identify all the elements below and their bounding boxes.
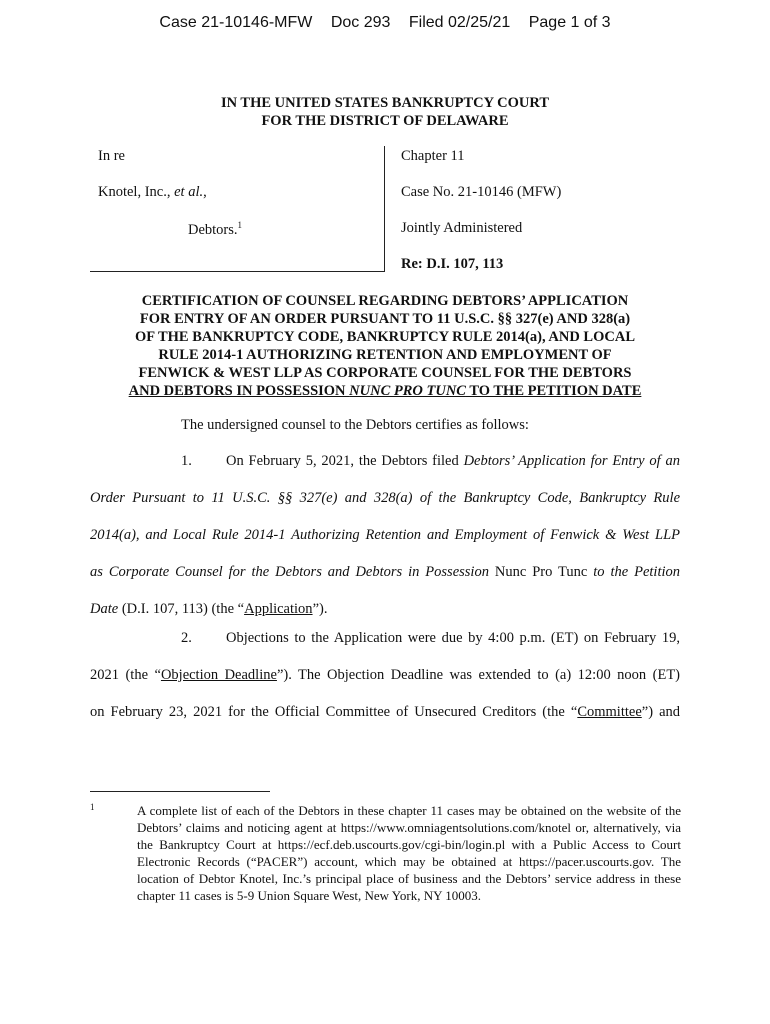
p2-line-1 (90, 620, 680, 657)
p1-line-2 (90, 480, 680, 517)
caption-chapter: Chapter 11 (401, 148, 465, 164)
title-last-italic: NUNC PRO TUNC (349, 383, 466, 399)
intro-paragraph (90, 407, 680, 444)
p1-l5a: Date (90, 601, 119, 617)
p1-l3: 2014(a), and Local Rule 2014-1 Authorizing Retention and Employment of Fenwick & West LLP (90, 527, 680, 543)
objection-deadline-term: Objection Deadline (160, 667, 277, 683)
p1-l4c: to the Petition (593, 564, 681, 580)
committee-term: Committee (577, 704, 642, 720)
title-line: FOR ENTRY OF AN ORDER PURSUANT TO 11 U.S.C. §§ 327(e) AND 328(a) (139, 311, 631, 327)
p1-line-4 (90, 554, 680, 591)
debtor-comma: , (203, 184, 207, 200)
p2-l2c: ”). The Objection Deadline was extended to (a) 12:00 noon (ET) (276, 667, 681, 683)
p1-number: 1. (181, 453, 192, 469)
application-defined-term: Application (244, 601, 313, 617)
debtors-label-text: Debtors. (188, 222, 238, 238)
p1-line-1 (90, 443, 680, 480)
caption-rule (90, 271, 385, 272)
title-line: CERTIFICATION OF COUNSEL REGARDING DEBTORS’ APPLICATION (141, 293, 629, 309)
court-name: IN THE UNITED STATES BANKRUPTCY COURT (220, 95, 550, 111)
caption-re-docket: Re: D.I. 107, 113 (401, 256, 504, 272)
p2-line-2 (90, 657, 680, 694)
paragraph-1 (90, 443, 680, 628)
filing-stamp (0, 14, 770, 32)
footnote-text: A complete list of each of the Debtors in these chapter 11 cases may be obtained on the website of the Debtors’ claims and noticing agent at https://www.omniagentsolutions.com/knotel or, alternatively, via the Bankruptcy Court at https://ecf.deb.uscourts.gov/cgi-bin/login.pl with a Public Access to Court Electronic Records (“PACER”) account, which may be obtained at https://pacer.uscourts.gov. The location of Debtor Knotel, Inc.’s principal place of business and the Debtors’ service address in these chapter 11 cases is 5-9 Union Square West, New York, NY 10003. (137, 803, 681, 903)
p2-line-3 (90, 694, 680, 731)
caption-divider (384, 146, 385, 271)
p2-l1: Objections to the Application were due by 4:00 p.m. (ET) on February 19, (226, 630, 680, 646)
filed-date-stamp: Filed 02/25/21 (408, 14, 511, 31)
p1-l4b: Nunc Pro Tunc (488, 564, 594, 580)
debtor-etal-text: et al. (174, 184, 204, 200)
paragraph-2 (90, 620, 680, 731)
caption-case-no: Case No. 21-10146 (MFW) (401, 184, 562, 200)
p2-l3a: on February 23, 2021 for the Official Committee of Unsecured Creditors (the “ (90, 704, 578, 720)
p1-l1b: Debtors’ Application for Entry of an (463, 453, 680, 469)
p1-l2: Order Pursuant to 11 U.S.C. §§ 327(e) and 328(a) of the Bankruptcy Code, Bankruptcy Rule (90, 490, 680, 506)
p1-l4a: as Corporate Counsel for the Debtors and Debtors in Possession (90, 564, 489, 580)
footnote-mark: 1 (90, 802, 95, 812)
p2-number: 2. (181, 630, 192, 646)
court-district: FOR THE DISTRICT OF DELAWARE (261, 113, 509, 129)
doc-number-stamp: Doc 293 (330, 14, 391, 31)
title-line: FENWICK & WEST LLP AS CORPORATE COUNSEL FOR THE DEBTORS (138, 365, 632, 381)
p2-l2a: 2021 (the “ (90, 667, 161, 683)
p2-l3c: ”) and (641, 704, 681, 720)
page-count-stamp: Page 1 of 3 (528, 14, 611, 31)
caption-jointly-administered: Jointly Administered (401, 220, 523, 236)
debtor-name-text: Knotel, Inc., (98, 184, 175, 200)
p1-l5d: ”). (312, 601, 328, 617)
p1-l5b: (D.I. 107, 113) (the “ (118, 601, 245, 617)
document-title (0, 292, 770, 400)
footnote-ref[interactable]: 1 (237, 220, 243, 230)
p1-l1a: On February 5, 2021, the Debtors filed (226, 453, 464, 469)
title-last-a: AND DEBTORS IN POSSESSION (128, 383, 350, 399)
title-last-line (0, 382, 770, 400)
p1-line-3 (90, 517, 680, 554)
title-line: RULE 2014-1 AUTHORIZING RETENTION AND EMPLOYMENT OF (158, 347, 612, 363)
footnote-rule (90, 791, 270, 792)
intro-text: The undersigned counsel to the Debtors certifies as follows: (181, 417, 529, 433)
title-last-b: TO THE PETITION DATE (465, 383, 642, 399)
court-heading (0, 94, 770, 130)
case-number-stamp: Case 21-10146-MFW (159, 14, 313, 31)
title-line: OF THE BANKRUPTCY CODE, BANKRUPTCY RULE 2014(a), AND LOCAL (134, 329, 635, 345)
caption-debtors-label (188, 220, 242, 239)
caption-debtor-name (98, 184, 207, 201)
caption-in-re: In re (98, 148, 125, 164)
